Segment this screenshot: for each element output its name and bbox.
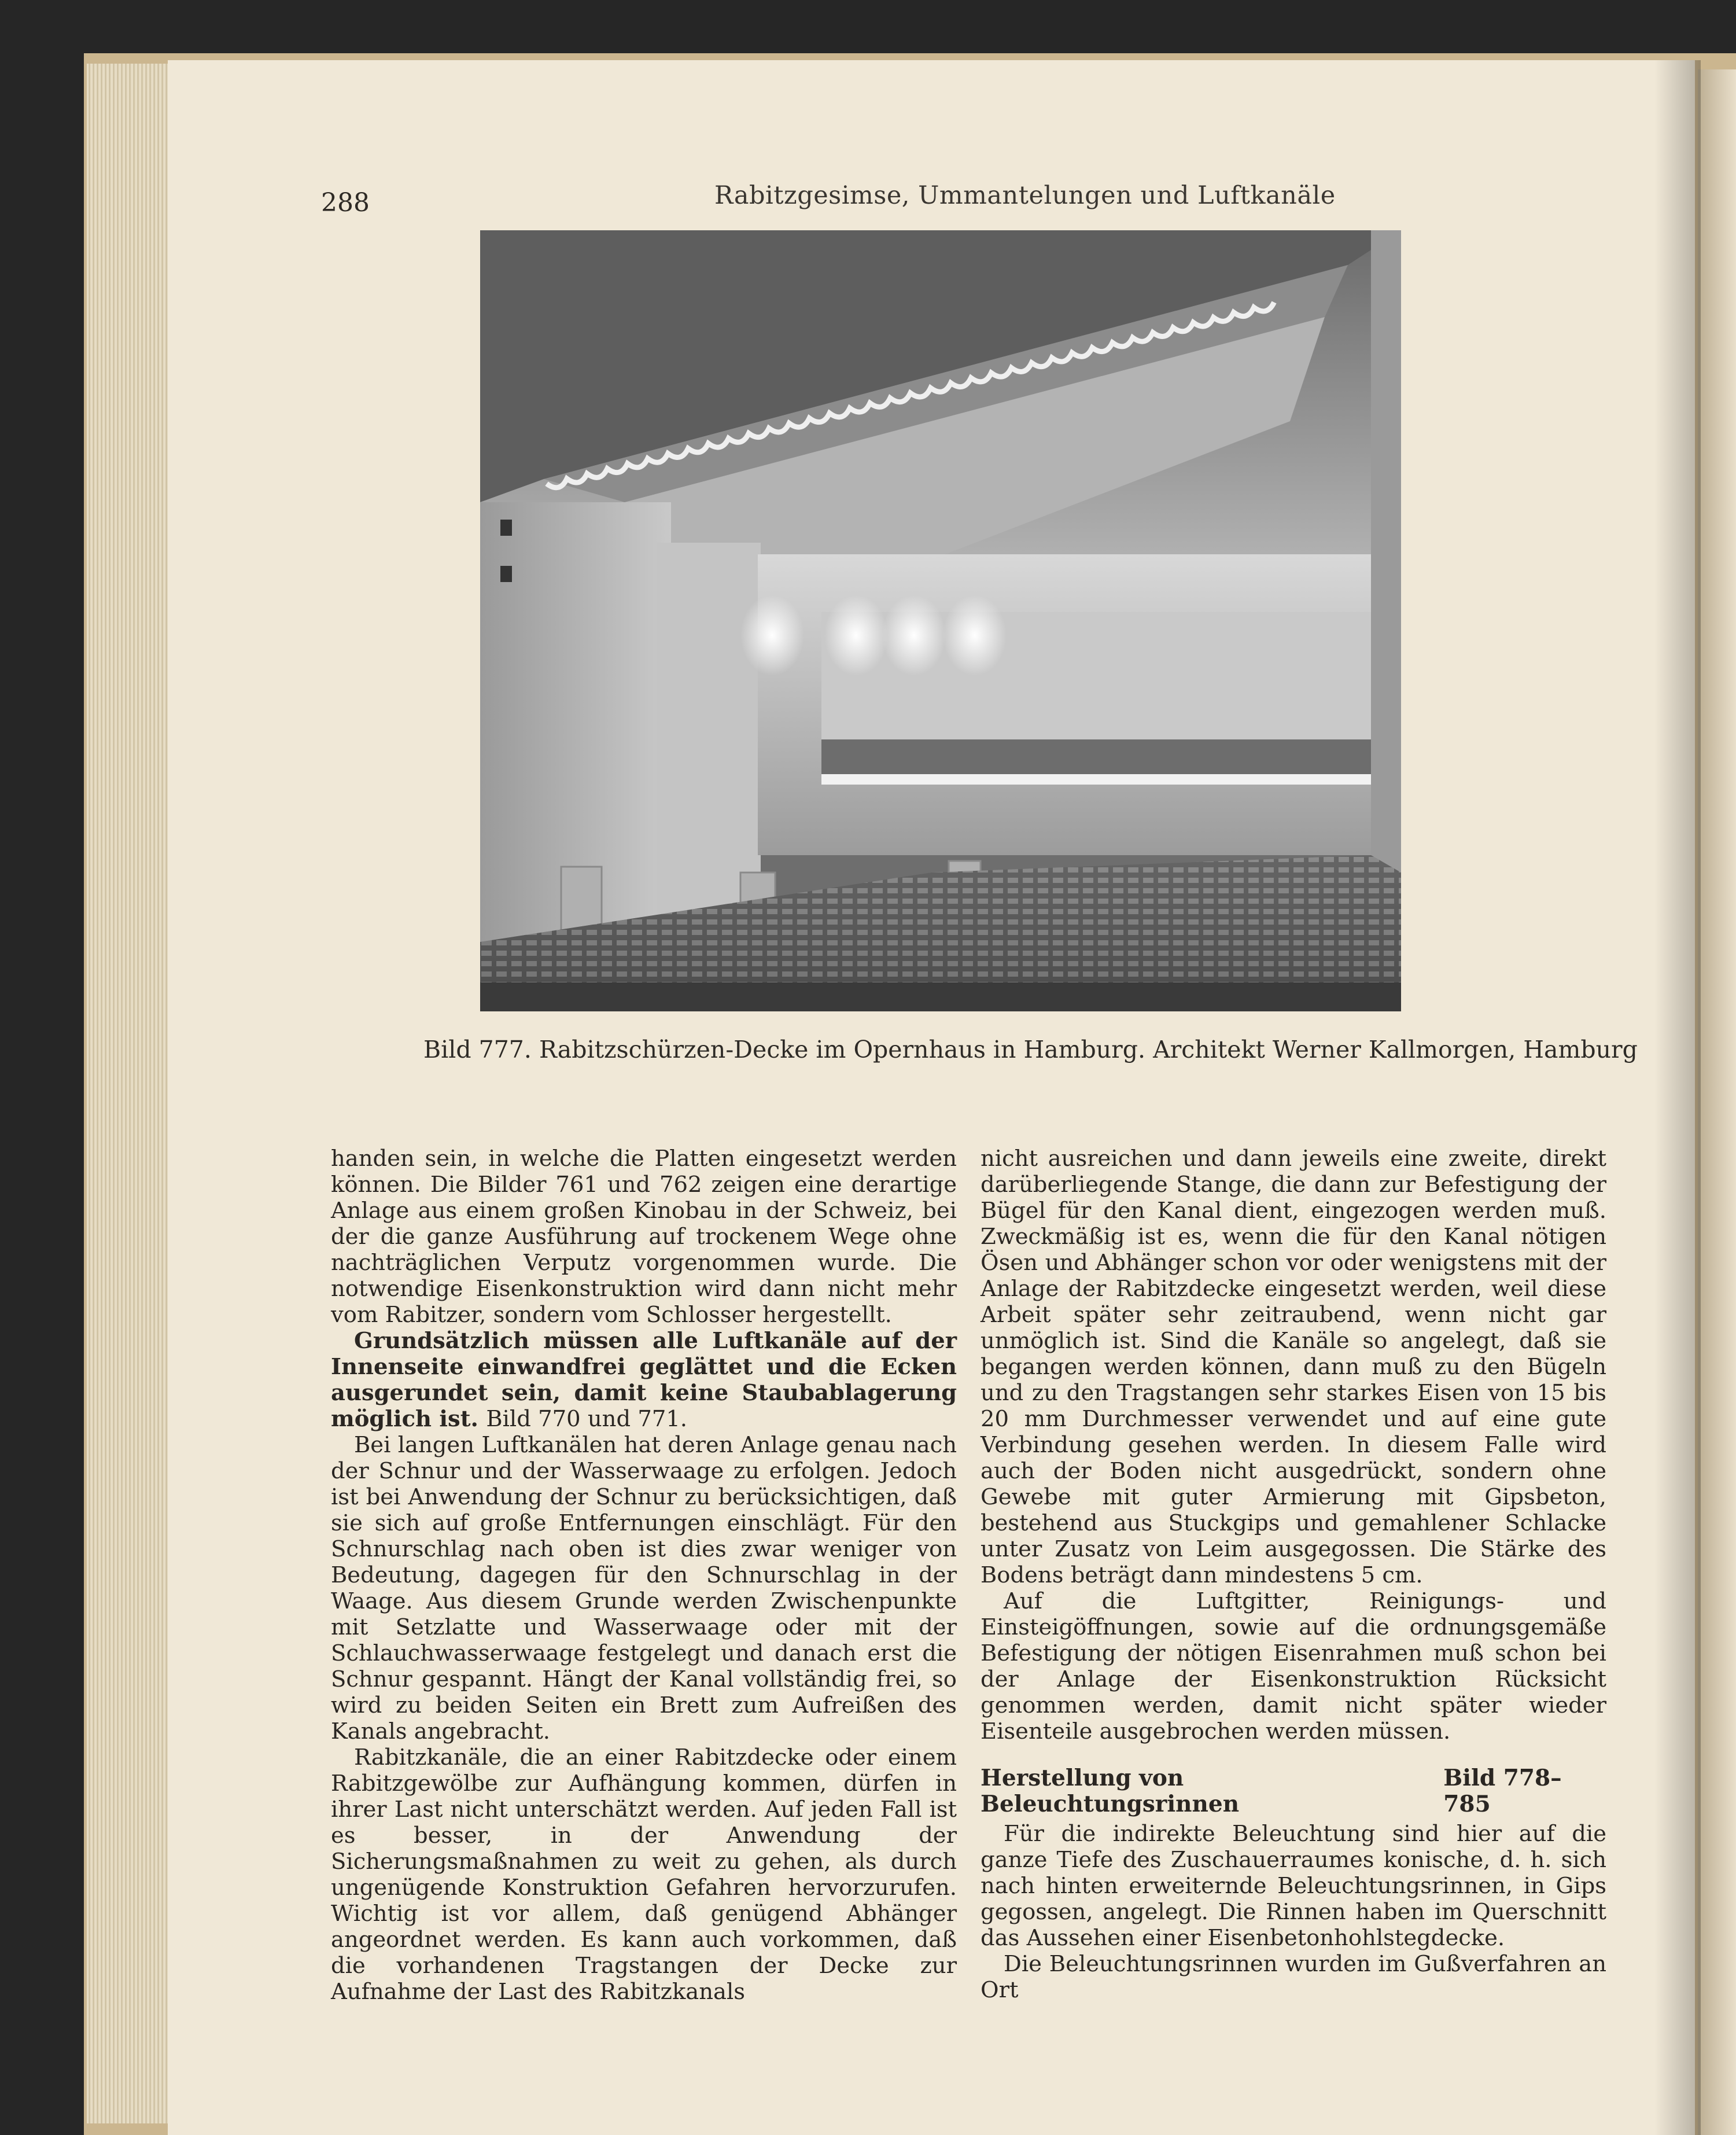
paragraph: nicht ausreichen und dann jeweils eine zweite, direkt darüberliegende Stange, die dann zur Befestigung der Bügel für den Kanal dient, eingezogen werden muß. Zweckmäßig ist es, wenn die für den Kanal nötigen Ösen und Abhänger schon vor oder wenigstens mit der Anlage der Rabitzdecke eingesetzt werden, weil diese Arbeit später sehr zeitraubend, wenn nicht gar unmöglich ist. Sind die Kanäle so angelegt, daß sie begangen werden können, dann muß zu den Bügeln und zu den Tragstangen sehr starkes Eisen von 15 bis 20 mm Durchmesser verwendet und auf eine gute Verbindung gesehen werden. In diesem Falle wird auch der Boden nicht ausgedrückt, sondern ohne Gewebe mit guter Armierung mit Gipsbeton, bestehend aus Stuckgips und gemahlener Schlacke unter Zusatz von Leim ausgegossen. Die Stärke des Bodens beträgt dann mindestens 5 cm. [981, 1146, 1606, 1588]
page-edges [87, 64, 174, 2123]
paragraph: Auf die Luftgitter, Reinigungs- und Einsteigöffnungen, sowie auf die ordnungsgemäße Befestigung der nötigen Eisenrahmen muß schon bei der Anlage der Eisenkonstruktion Rücksicht genommen werden, damit nicht später wieder Eisenteile ausgebrochen werden müssen. [981, 1588, 1606, 1744]
left-text-column [331, 1146, 957, 2005]
photo-balcony [821, 739, 1371, 774]
paragraph: Für die indirekte Beleuchtung sind hier auf die ganze Tiefe des Zuschauerraumes konische, d. h. sich nach hinten erweiternde Beleuchtungsrinnen, in Gips gegossen, angelegt. Die Rinnen haben im Querschnitt das Aussehen einer Eisenbetonhohlstegdecke. [981, 1821, 1606, 1951]
photo-right-pillar [1371, 230, 1401, 954]
paragraph: Rabitzkanäle, die an einer Rabitzdecke oder einem Rabitzgewölbe zur Aufhängung kommen, dürfen in ihrer Last nicht unterschätzt werden. Auf jeden Fall ist es besser, in der Anwendung der Sicherungsmaßnahmen zu weit zu gehen, als durch ungenügende Konstruktion Gefahren hervorzurufen. Wichtig ist vor allem, daß genügend Abhänger angeordnet werden. Es kann auch vorkommen, daß die vorhandenen Tragstangen der Decke zur Aufnahme der Last des Rabitzkanals [331, 1744, 957, 2005]
page-number: 288 [321, 188, 370, 218]
section-heading-reference: Bild 778–785 [1443, 1765, 1562, 1817]
figure-caption: Bild 777. Rabitzschürzen-Decke im Opernhaus in Hamburg. Architekt Werner Kallmorgen, Hamburg [423, 1036, 1638, 1063]
opera-hall-photo [480, 230, 1401, 1011]
photo-chandelier [943, 595, 1007, 676]
bold-statement: Grundsätzlich müssen alle Luftkanäle auf der Innenseite einwandfrei geglättet und die Ecken ausgerundet sein, damit keine Staubablagerung möglich ist. [331, 1328, 957, 1432]
right-text-column [981, 1146, 1606, 2003]
facing-page-edge [1698, 69, 1736, 2135]
spine-shadow [1654, 60, 1701, 2135]
section-heading-title: Herstellung von Beleuchtungsrinnen [981, 1765, 1240, 1817]
photo-chandelier [824, 595, 888, 676]
running-title: Rabitzgesimse, Ummantelungen und Luftkanäle [714, 181, 1336, 210]
paragraph: handen sein, in welche die Platten eingesetzt werden können. Die Bilder 761 und 762 zeigen eine derartige Anlage aus einem großen Kinobau in der Schweiz, bei der die ganze Ausführung auf trockenem Wege ohne nachträglichen Verputz vorgenommen wurde. Die notwendige Eisenkonstruktion wird dann nicht mehr vom Rabitzer, sondern vom Schlosser hergestellt. [331, 1146, 957, 1328]
photo-chandelier [740, 595, 804, 676]
paragraph: Bei langen Luftkanälen hat deren Anlage genau nach der Schnur und der Wasserwaage zu erfolgen. Jedoch ist bei Anwendung der Schnur zu berücksichtigen, daß sie sich auf große Entfernungen einschlägt. Für den Schnurschlag nach oben ist dies zwar weniger von Bedeutung, dagegen für den Schnurschlag in der Waage. Aus diesem Grunde werden Zwischenpunkte mit Setzlatte und Wasserwaage oder mit der Schlauchwasserwaage festgelegt und danach erst die Schnur gespannt. Hängt der Kanal vollständig frei, so wird zu beiden Seiten ein Brett zum Aufreißen des Kanals angebracht. [331, 1432, 957, 1744]
figure-reference: Bild 770 und 771. [486, 1406, 688, 1432]
photo-chandelier [882, 595, 946, 676]
paragraph: Die Beleuchtungsrinnen wurden im Gußverfahren an Ort [981, 1951, 1606, 2003]
section-heading [981, 1765, 1606, 1817]
emphasis-paragraph [331, 1328, 957, 1432]
